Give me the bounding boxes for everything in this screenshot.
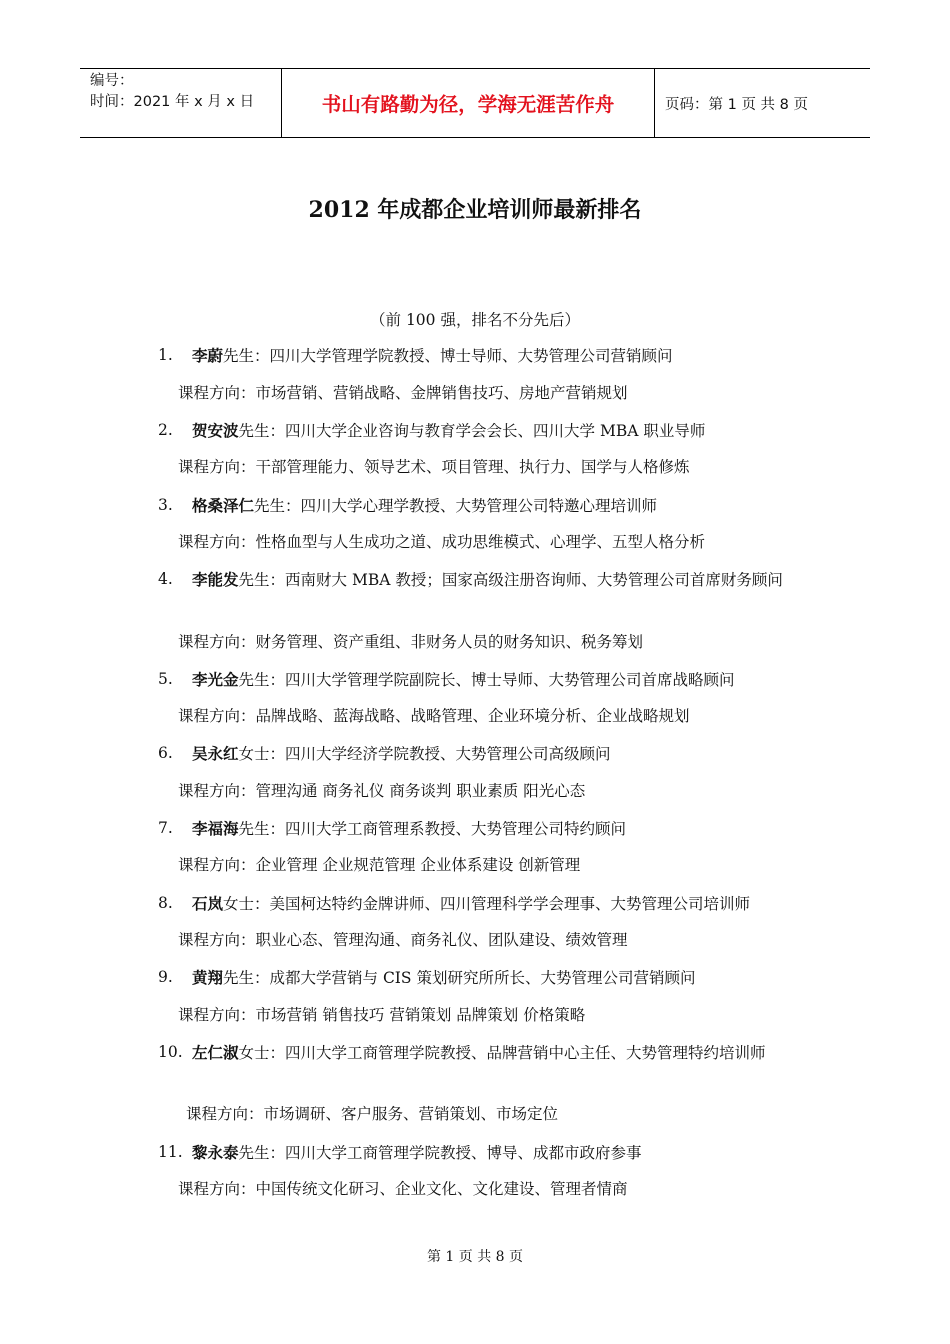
trainer-title: 先生：四川大学工商管理系教授、大势管理公司特约顾问 [238,820,627,838]
trainer-title: 先生：四川大学心理学教授、大势管理公司特邀心理培训师 [254,497,658,515]
item-description [192,891,812,917]
course-direction: 课程方向：品牌战略、蓝海战略、战略管理、企业环境分析、企业战略规划 [178,707,690,725]
trainer-name: 李光金 [192,670,239,689]
item-number: 11. [158,1143,183,1161]
page-footer: 第 1 页 共 8 页 [426,1249,524,1265]
item-number: 6. [158,744,173,762]
course-direction: 课程方向：企业管理 企业规范管理 企业体系建设 创新管理 [178,856,581,874]
item-number: 7. [158,819,173,837]
date-label: 时间：2021 年 x 月 x 日 [90,94,255,110]
item-number: 5. [158,670,173,688]
serial-label: 编号： [90,73,134,89]
item-description [192,493,812,519]
item-description [192,343,812,369]
item-description [192,816,812,842]
item-description [192,667,812,693]
document-title: 2012 年成都企业培训师最新排名 [308,197,642,223]
item-description [192,567,812,593]
course-direction: 课程方向：职业心态、管理沟通、商务礼仪、团队建设、绩效管理 [178,931,628,949]
header-page-info: 页码：第 1 页 共 8 页 [665,96,808,113]
trainer-name: 格桑泽仁 [192,496,255,515]
trainer-name: 李福海 [192,819,239,838]
course-direction: 课程方向：干部管理能力、领导艺术、项目管理、执行力、国学与人格修炼 [178,458,690,476]
trainer-name: 左仁淑 [192,1043,239,1062]
trainer-title: 女士：美国柯达特约金牌讲师、四川管理科学学会理事、大势管理公司培训师 [223,895,751,913]
trainer-name: 贺安波 [192,421,239,440]
trainer-title: 女士：四川大学工商管理学院教授、品牌营销中心主任、大势管理特约培训师 [238,1044,766,1062]
trainer-title: 先生：四川大学企业咨询与教育学会会长、四川大学 MBA 职业导师 [238,422,706,440]
item-description [192,1140,812,1166]
item-number: 3. [158,496,173,514]
item-number: 8. [158,894,173,912]
course-direction: 课程方向：市场调研、客户服务、营销策划、市场定位 [186,1105,559,1123]
item-number: 9. [158,968,173,986]
trainer-name: 李能发 [192,570,239,589]
item-description [192,965,812,991]
header-meta [80,69,281,137]
trainer-name: 黎永泰 [192,1143,239,1162]
item-number: 1. [158,346,173,364]
trainer-title: 先生：成都大学营销与 CIS 策划研究所所长、大势管理公司营销顾问 [223,969,696,987]
item-description [192,741,812,767]
trainer-name: 黄翔 [192,968,224,987]
course-direction: 课程方向：财务管理、资产重组、非财务人员的财务知识、税务筹划 [178,633,644,651]
trainer-name: 吴永红 [192,744,239,763]
course-direction: 课程方向：管理沟通 商务礼仪 商务谈判 职业素质 阳光心态 [178,782,586,800]
item-description [192,418,812,444]
item-description [192,1040,812,1066]
course-direction: 课程方向：中国传统文化研习、企业文化、文化建设、管理者情商 [178,1180,628,1198]
item-number: 10. [158,1043,183,1061]
course-direction: 课程方向：市场营销、营销战略、金牌销售技巧、房地产营销规划 [178,384,628,402]
course-direction: 课程方向：市场营销 销售技巧 营销策划 品牌策划 价格策略 [178,1006,586,1024]
course-direction: 课程方向：性格血型与人生成功之道、成功思维模式、心理学、五型人格分析 [178,533,706,551]
page-header [80,68,870,138]
item-number: 4. [158,570,173,588]
trainer-name: 石岚 [192,894,224,913]
trainer-title: 先生：四川大学管理学院教授、博士导师、大势管理公司营销顾问 [223,347,673,365]
trainer-title: 先生：四川大学管理学院副院长、博士导师、大势管理公司首席战略顾问 [238,671,735,689]
trainer-title: 先生：四川大学工商管理学院教授、博导、成都市政府参事 [238,1144,642,1162]
trainer-name: 李蔚 [192,346,224,365]
header-motto: 书山有路勤为径，学海无涯苦作舟 [281,69,655,137]
trainer-title: 女士：四川大学经济学院教授、大势管理公司高级顾问 [238,745,611,763]
trainer-title: 先生：西南财大 MBA 教授；国家高级注册咨询师、大势管理公司首席财务顾问 [238,571,783,589]
document-subtitle: （前 100 强，排名不分先后） [370,311,580,329]
item-number: 2. [158,421,173,439]
